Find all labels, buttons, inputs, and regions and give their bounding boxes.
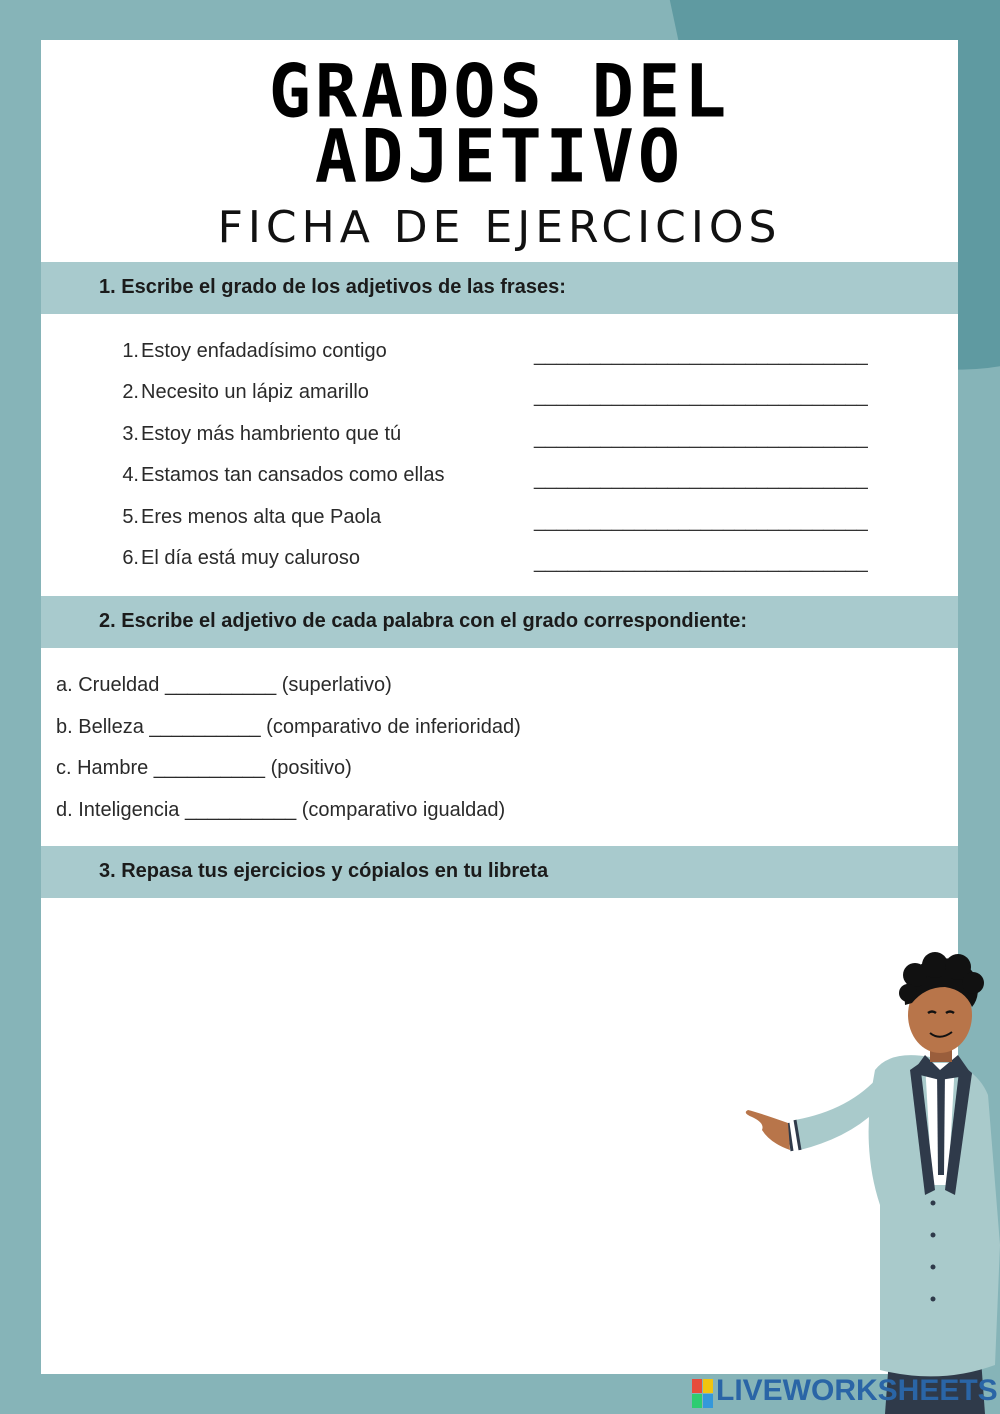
- exercise-2-item: c. Hambre __________ (positivo): [56, 757, 352, 779]
- answer-blank[interactable]: ______________________________: [534, 510, 868, 532]
- item-sentence: Estoy más hambriento que tú: [141, 423, 402, 445]
- exercise-3-heading: 3. Repasa tus ejercicios y cópialos en tu libreta: [99, 860, 549, 882]
- exercise-1-header: [41, 262, 958, 314]
- item-number: 1.: [122, 340, 139, 362]
- page-subtitle: FICHA DE EJERCICIOS: [217, 202, 782, 253]
- watermark-text: LIVEWORKSHEETS: [716, 1374, 998, 1407]
- exercise-1-item: [101, 506, 901, 536]
- exercise-1-item: [101, 547, 901, 577]
- exercise-2-item: a. Crueldad __________ (superlativo): [56, 674, 392, 696]
- page-title: [41, 48, 958, 200]
- item-sentence: Estoy enfadadísimo contigo: [141, 340, 387, 362]
- liveworksheets-logo-icon: [692, 1379, 714, 1409]
- exercise-2-heading: 2. Escribe el adjetivo de cada palabra con el grado correspondiente:: [99, 610, 747, 632]
- exercise-1-item: [101, 381, 901, 411]
- answer-blank[interactable]: ______________________________: [534, 468, 868, 490]
- exercise-1-item: [101, 464, 901, 494]
- answer-blank[interactable]: ______________________________: [534, 344, 868, 366]
- teacher-illustration: [740, 945, 1000, 1414]
- answer-blank[interactable]: ______________________________: [534, 551, 868, 573]
- item-sentence: El día está muy caluroso: [141, 547, 360, 569]
- exercise-2-item: d. Inteligencia __________ (comparativo igualdad): [56, 799, 506, 821]
- item-number: 5.: [122, 506, 139, 528]
- exercise-2-header: [41, 596, 958, 648]
- item-sentence: Estamos tan cansados como ellas: [141, 464, 445, 486]
- item-number: 6.: [122, 547, 139, 569]
- title-line-2: ADJETIVO: [314, 113, 685, 200]
- exercise-1-item: [101, 340, 901, 370]
- answer-blank[interactable]: ______________________________: [534, 427, 868, 449]
- exercise-1-item: [101, 423, 901, 453]
- exercise-2-item: b. Belleza __________ (comparativo de inferioridad): [56, 716, 521, 738]
- item-number: 3.: [122, 423, 139, 445]
- exercise-1-heading: 1. Escribe el grado de los adjetivos de las frases:: [99, 276, 566, 298]
- item-sentence: Necesito un lápiz amarillo: [141, 381, 369, 403]
- title-line-1: GRADOS DEL: [268, 48, 731, 135]
- item-sentence: Eres menos alta que Paola: [141, 506, 382, 528]
- item-number: 4.: [122, 464, 139, 486]
- item-number: 2.: [122, 381, 139, 403]
- exercise-3-header: [41, 846, 958, 898]
- answer-blank[interactable]: ______________________________: [534, 385, 868, 407]
